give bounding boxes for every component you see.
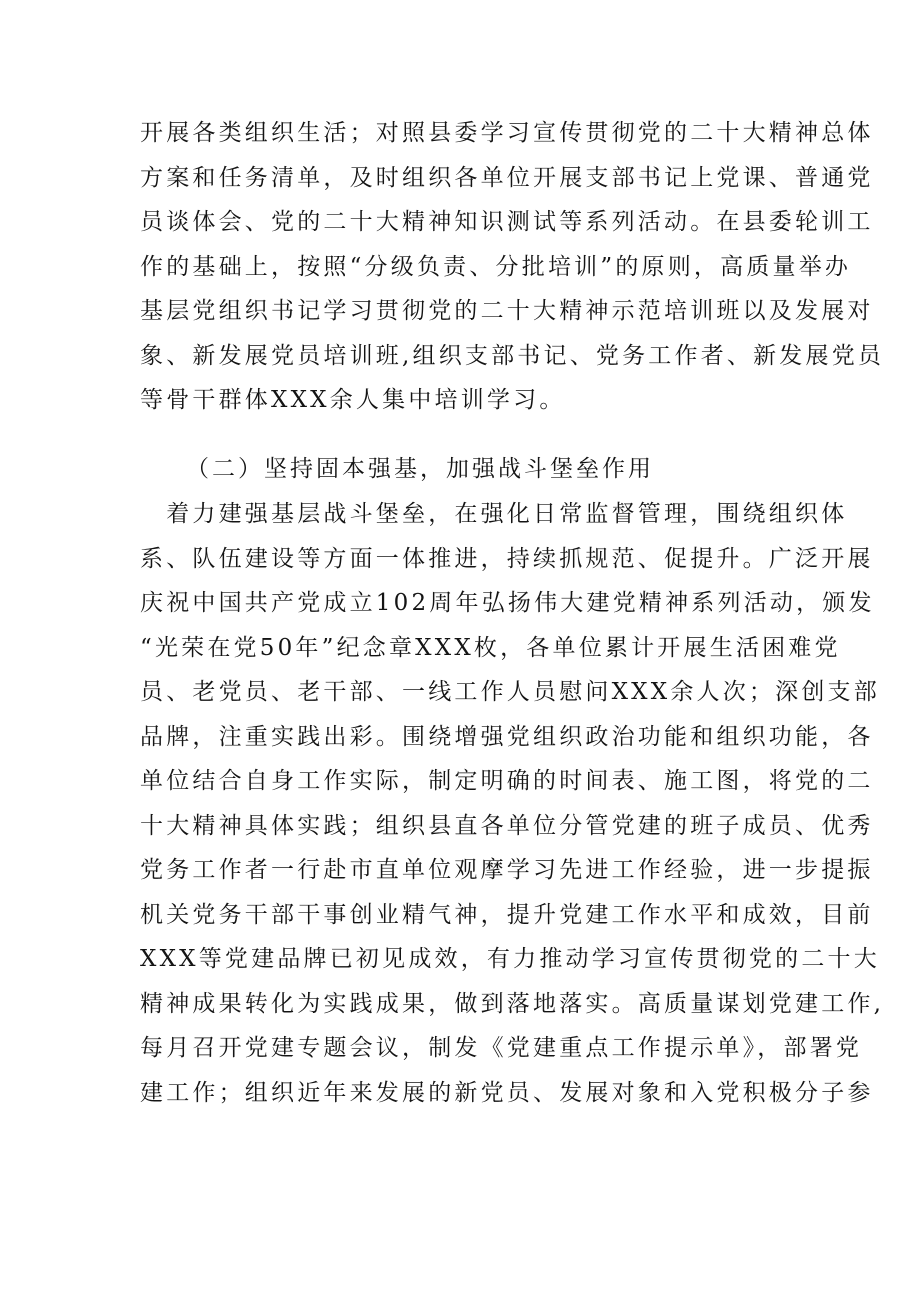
text-line: 庆祝中国共产党成立102周年弘扬伟大建党精神系列活动，颁发 — [140, 590, 875, 616]
text-line: 十大精神具体实践；组织县直各单位分管党建的班子成员、优秀 — [140, 812, 874, 839]
text-line: 基层党组织书记学习贯彻党的二十大精神示范培训班以及发展对 — [140, 298, 874, 324]
text-line: 员谈体会、党的二十大精神知识测试等系列活动。在县委轮训工 — [140, 209, 874, 235]
text-line: 机关党务干部干事创业精气神，提升党建工作水平和成效，目前 — [140, 901, 874, 928]
text-line: 建工作；组织近年来发展的新党员、发展对象和入党积极分子参 — [140, 1079, 874, 1106]
text-line: XXX等党建品牌已初见成效，有力推动学习宣传贯彻党的二十大 — [140, 946, 880, 972]
text-line: 每月召开党建专题会议，制发《党建重点工作提示单》，部署党 — [140, 1035, 863, 1061]
section-heading: （二）坚持固本强基，加强战斗堡垒作用 — [186, 456, 654, 482]
text-line: 等骨干群体XXX余人集中培训学习。 — [140, 387, 566, 413]
text-line: 象、新发展党员培训班,组织支部书记、党务工作者、新发展党员 — [140, 342, 885, 369]
text-line: 单位结合自身工作实际，制定明确的时间表、施工图，将党的二 — [140, 768, 874, 794]
paragraph-organization-life — [140, 111, 885, 423]
text-line: 精神成果转化为实践成果，做到落地落实。高质量谋划党建工作, — [140, 990, 885, 1017]
text-line: 着力建强基层战斗堡垒，在强化日常监督管理，围绕组织体 — [140, 501, 848, 527]
text-line: 开展各类组织生活；对照县委学习宣传贯彻党的二十大精神总体 — [140, 120, 874, 146]
text-line: 作的基础上，按照“分级负责、分批培训”的原则，高质量举办 — [140, 253, 852, 280]
text-line: 系、队伍建设等方面一体推进，持续抓规范、促提升。广泛开展 — [140, 545, 874, 572]
paragraph-fortress — [140, 492, 885, 1115]
text-line: “光荣在党50年”纪念章XXX枚，各单位累计开展生活困难党 — [140, 634, 841, 661]
text-line: 品牌，注重实践出彩。围绕增强党组织政治功能和组织功能，各 — [140, 723, 874, 750]
text-line: 方案和任务清单，及时组织各单位开展支部书记上党课、普通党 — [140, 164, 874, 191]
text-line: 党务工作者一行赴市直单位观摩学习先进工作经验，进一步提振 — [140, 857, 874, 883]
text-line: 员、老党员、老干部、一线工作人员慰问XXX余人次；深创支部 — [140, 679, 880, 705]
